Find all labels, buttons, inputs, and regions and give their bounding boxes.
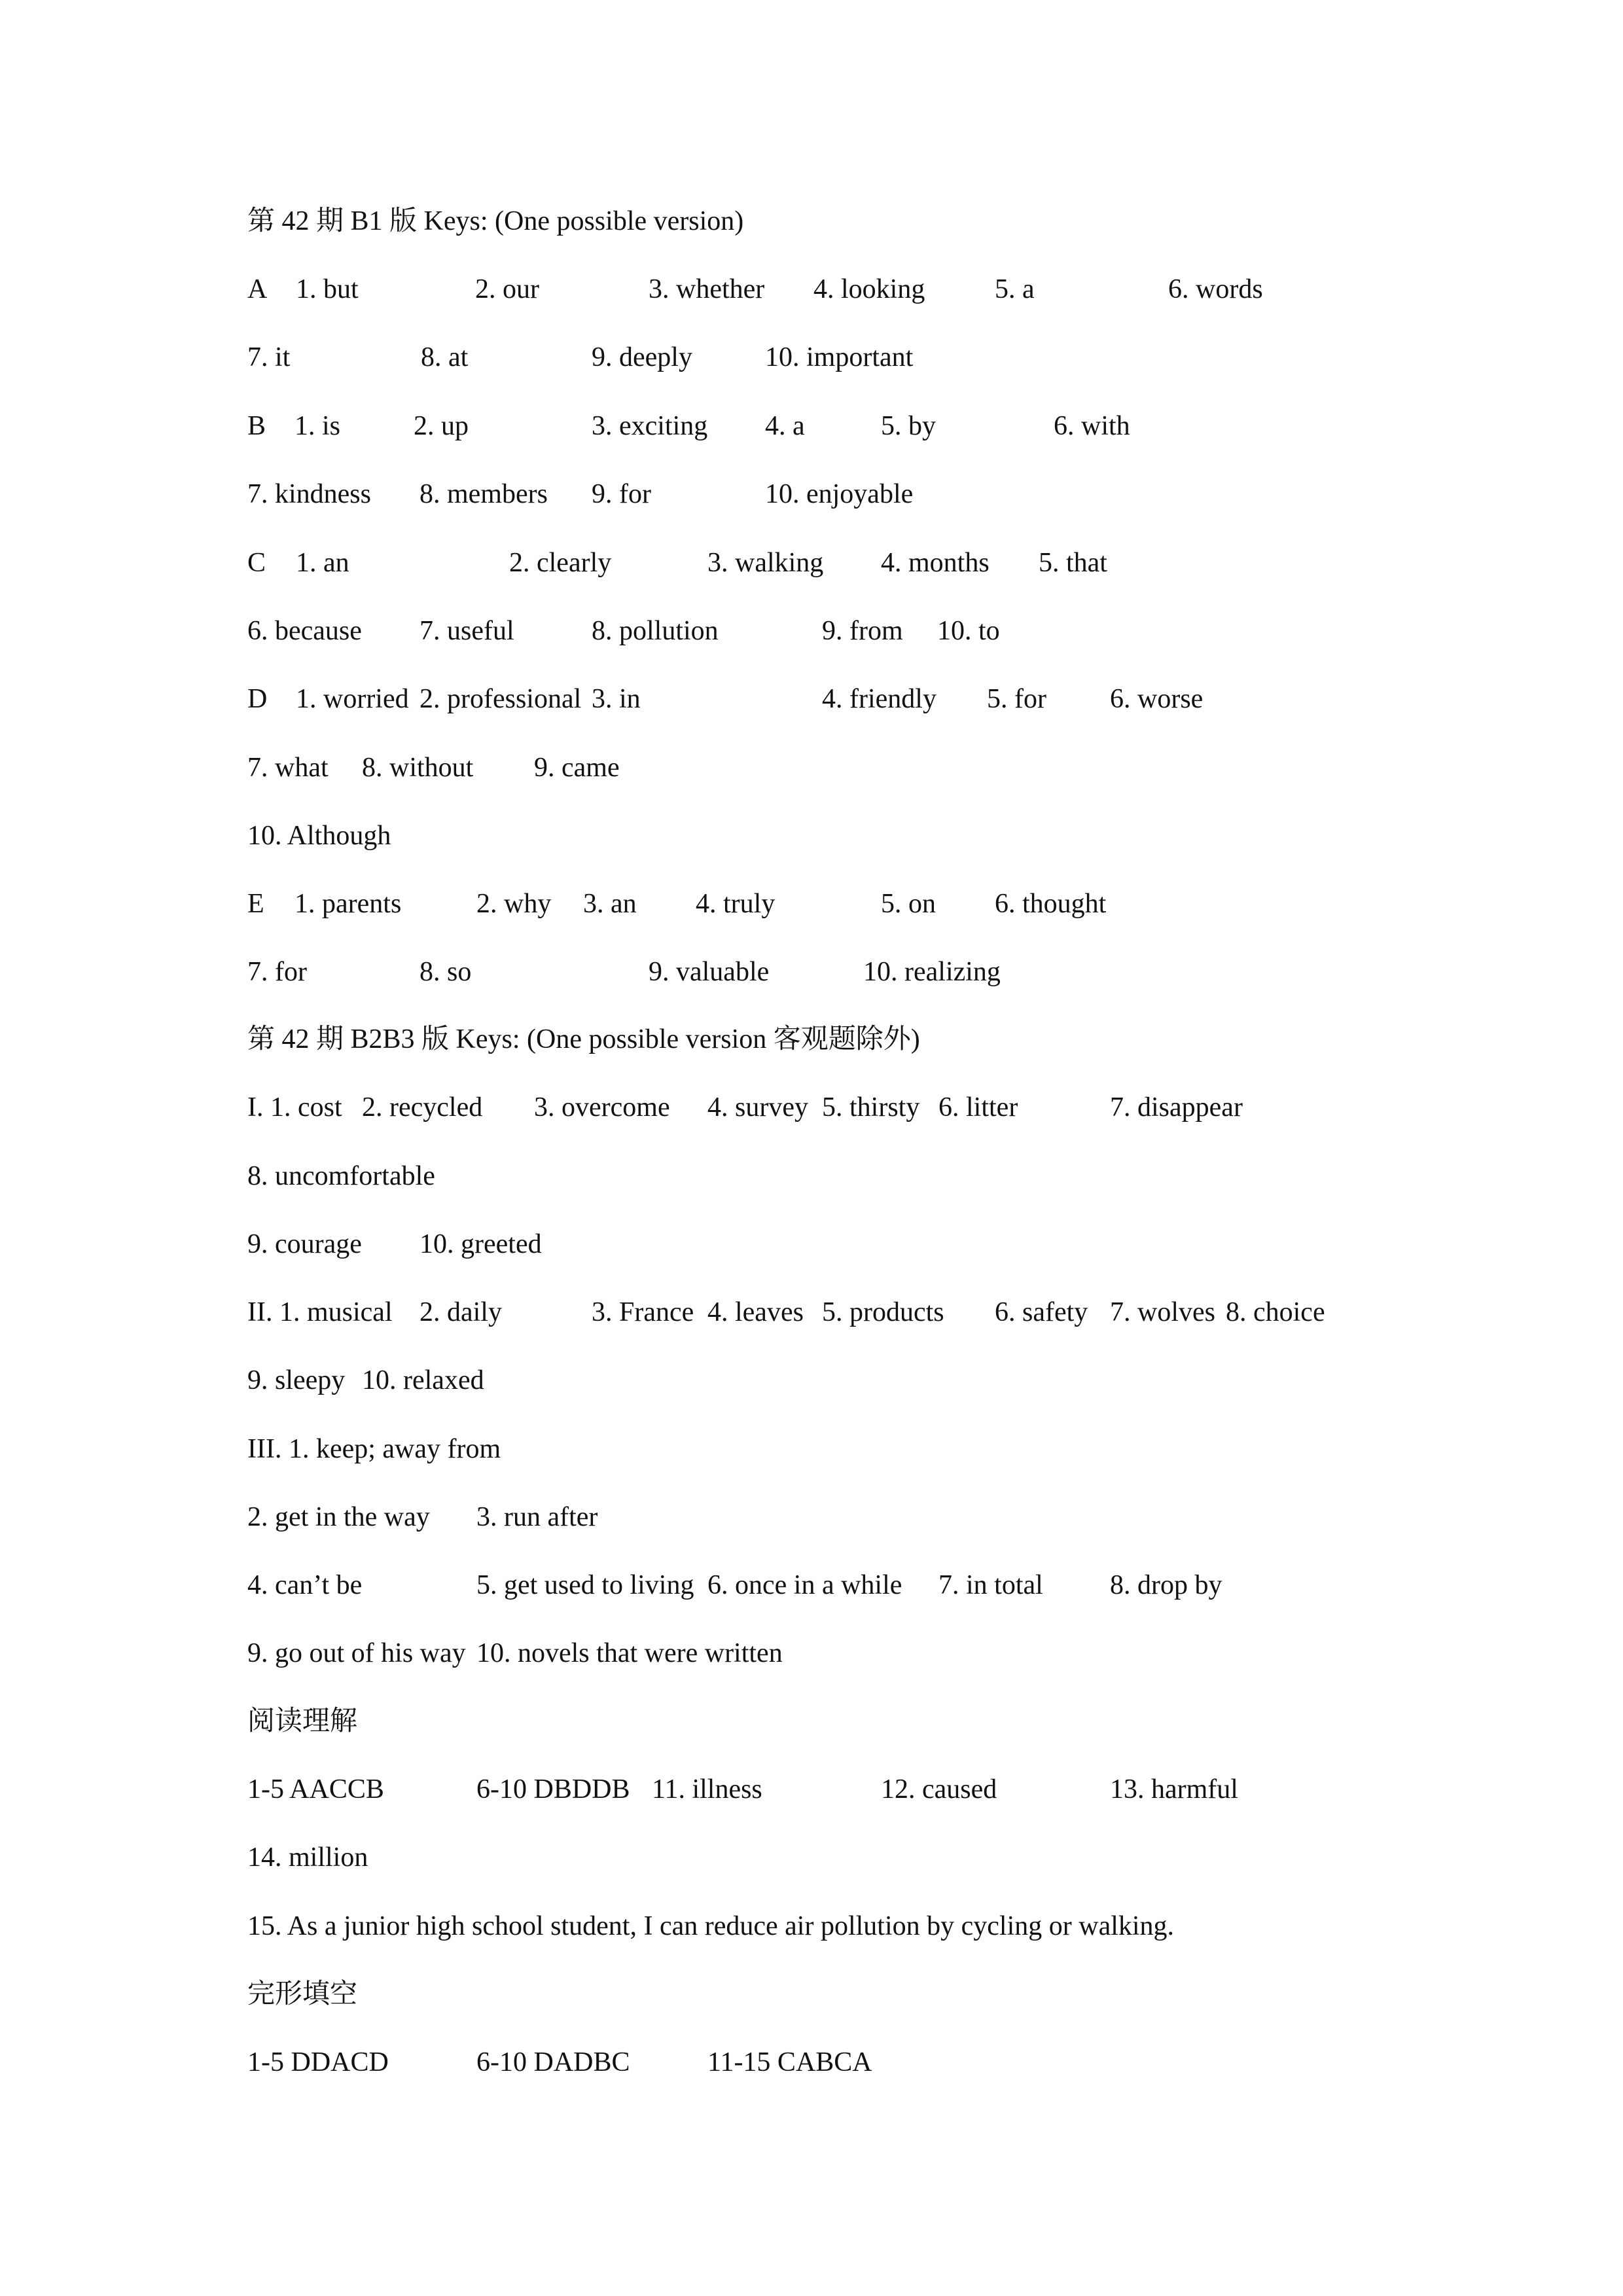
b2b3-heading-line [0,1016,1623,1062]
answer-item: III. 1. keep; away from [247,1434,501,1464]
answer-item: 6. safety [995,1297,1088,1327]
answer-item: 4. leaves [707,1297,804,1327]
answer-item: I. 1. cost [247,1092,342,1122]
answer-item: 8. choice [1226,1297,1325,1327]
answer-item: 7. kindness [247,479,371,509]
answer-item: 10. greeted [419,1229,542,1259]
answer-item: 3. overcome [534,1092,670,1122]
answer-item: 15. As a junior high school student, I can reduce air pollution by cycling or walking. [247,1911,1175,1941]
answer-item: 11. illness [652,1774,762,1804]
section-letter: A [247,274,268,304]
answer-item: 9. deeply [592,342,692,372]
b2b3-heading: 第 42 期 B2B3 版 Keys: (One possible version 客观题除外) [247,1024,920,1054]
answer-item: 3. exciting [592,411,708,441]
answer-item: 7. useful [419,616,514,646]
answer-item: 8. pollution [592,616,719,646]
answer-item: II. 1. musical [247,1297,393,1327]
answer-item: 6. words [1168,274,1263,304]
answer-item: 4. months [881,548,990,578]
b2b3-part-iii-line-1 [0,1426,1623,1472]
answer-item: 10. enjoyable [765,479,914,509]
answer-item: 7. for [247,957,307,987]
answer-item: 8. at [421,342,469,372]
answer-item: 10. Although [247,821,391,851]
answer-item: 5. a [995,274,1035,304]
answer-item: 6-10 DBDDB [476,1774,630,1804]
answer-item: 2. daily [419,1297,502,1327]
answer-item: 5. that [1039,548,1107,578]
b2b3-part-i-line-3 [0,1221,1623,1267]
section-letter: C [247,548,266,578]
answer-item: 6. worse [1110,684,1204,714]
cloze-heading-line [0,1971,1623,2017]
answer-item: 3. walking [707,548,824,578]
cloze-heading: 完形填空 [247,1979,358,2009]
b2b3-part-i-line-2 [0,1153,1623,1199]
answer-item: 10. realizing [863,957,1001,987]
answer-item: 2. why [476,889,552,919]
answer-item: 1-5 AACCB [247,1774,384,1804]
answer-item: 4. survey [707,1092,808,1122]
answer-item: 7. wolves [1110,1297,1215,1327]
answer-item: 6. once in a while [707,1570,902,1600]
answer-item: 3. France [592,1297,694,1327]
answer-item: 1. parents [294,889,402,919]
answer-item: 9. for [592,479,651,509]
b1-section-c-line-2 [0,608,1623,654]
answer-item: 8. without [362,753,474,783]
answer-item: 7. it [247,342,291,372]
b1-section-d-line-1 [0,676,1623,722]
answer-item: 6. with [1054,411,1130,441]
b1-section-d-line-3 [0,813,1623,859]
answer-item: 10. important [765,342,914,372]
answer-item: 5. for [987,684,1046,714]
answer-item: 1-5 DDACD [247,2047,389,2077]
answer-item: 9. valuable [649,957,770,987]
answer-item: 8. members [419,479,548,509]
answer-item: 2. our [475,274,539,304]
answer-item: 6. because [247,616,362,646]
answer-item: 9. go out of his way [247,1638,466,1668]
answer-item: 5. products [822,1297,944,1327]
answer-item: 5. thirsty [822,1092,920,1122]
answer-item: 9. came [534,753,620,783]
answer-item: 5. on [881,889,936,919]
answer-item: 4. a [765,411,805,441]
reading-line-3 [0,1903,1623,1949]
b2b3-part-ii-line-1 [0,1289,1623,1335]
section-letter: D [247,684,268,714]
answer-item: 10. relaxed [362,1365,484,1395]
answer-item: 4. friendly [822,684,936,714]
b1-section-b-line-1 [0,403,1623,449]
answer-item: 9. sleepy [247,1365,346,1395]
answer-item: 3. run after [476,1502,598,1532]
section-letter: E [247,889,264,919]
answer-item: 4. truly [696,889,776,919]
b1-heading: 第 42 期 B1 版 Keys: (One possible version) [247,206,744,236]
reading-heading-line [0,1698,1623,1744]
answer-item: 4. looking [813,274,925,304]
answer-item: 2. clearly [509,548,612,578]
b2b3-part-iii-line-2 [0,1494,1623,1540]
answer-item: 2. professional [419,684,582,714]
answer-item: 12. caused [881,1774,997,1804]
answer-item: 1. worried [296,684,409,714]
answer-item: 3. an [583,889,637,919]
answer-item: 2. recycled [362,1092,483,1122]
answer-item: 14. million [247,1842,368,1873]
answer-item: 9. from [822,616,903,646]
b2b3-part-ii-line-2 [0,1357,1623,1403]
reading-heading: 阅读理解 [247,1706,358,1736]
answer-item: 10. novels that were written [476,1638,783,1668]
answer-item: 11-15 CABCA [707,2047,872,2077]
b1-section-e-line-2 [0,949,1623,995]
answer-item: 1. but [296,274,359,304]
b2b3-part-iii-line-4 [0,1630,1623,1676]
answer-item: 5. get used to living [476,1570,694,1600]
answer-item: 8. drop by [1110,1570,1222,1600]
answer-item: 13. harmful [1110,1774,1238,1804]
answer-item: 9. courage [247,1229,362,1259]
answer-item: 6. thought [995,889,1107,919]
reading-line-2 [0,1835,1623,1880]
answer-item: 7. disappear [1110,1092,1243,1122]
answer-item: 1. an [296,548,349,578]
section-letter: B [247,411,266,441]
answer-item: 6-10 DADBC [476,2047,630,2077]
answer-item: 2. up [414,411,469,441]
answer-item: 7. what [247,753,329,783]
b1-section-e-line-1 [0,881,1623,927]
answer-item: 6. litter [938,1092,1018,1122]
answer-item: 2. get in the way [247,1502,430,1532]
answer-item: 8. so [419,957,472,987]
answer-item: 3. whether [649,274,765,304]
b1-heading-line [0,198,1623,244]
answer-item: 4. can’t be [247,1570,363,1600]
answer-item: 5. by [881,411,936,441]
answer-item: 8. uncomfortable [247,1161,435,1191]
b1-section-b-line-2 [0,471,1623,517]
reading-line-1 [0,1767,1623,1812]
answer-item: 3. in [592,684,641,714]
b2b3-part-iii-line-3 [0,1562,1623,1608]
answer-item: 7. in total [938,1570,1043,1600]
cloze-line-1 [0,2039,1623,2085]
b1-section-c-line-1 [0,540,1623,586]
b1-section-a-line-2 [0,334,1623,380]
b1-section-d-line-2 [0,745,1623,791]
answer-item: 10. to [937,616,1000,646]
b1-section-a-line-1 [0,266,1623,312]
b2b3-part-i-line-1 [0,1085,1623,1130]
answer-item: 1. is [294,411,341,441]
